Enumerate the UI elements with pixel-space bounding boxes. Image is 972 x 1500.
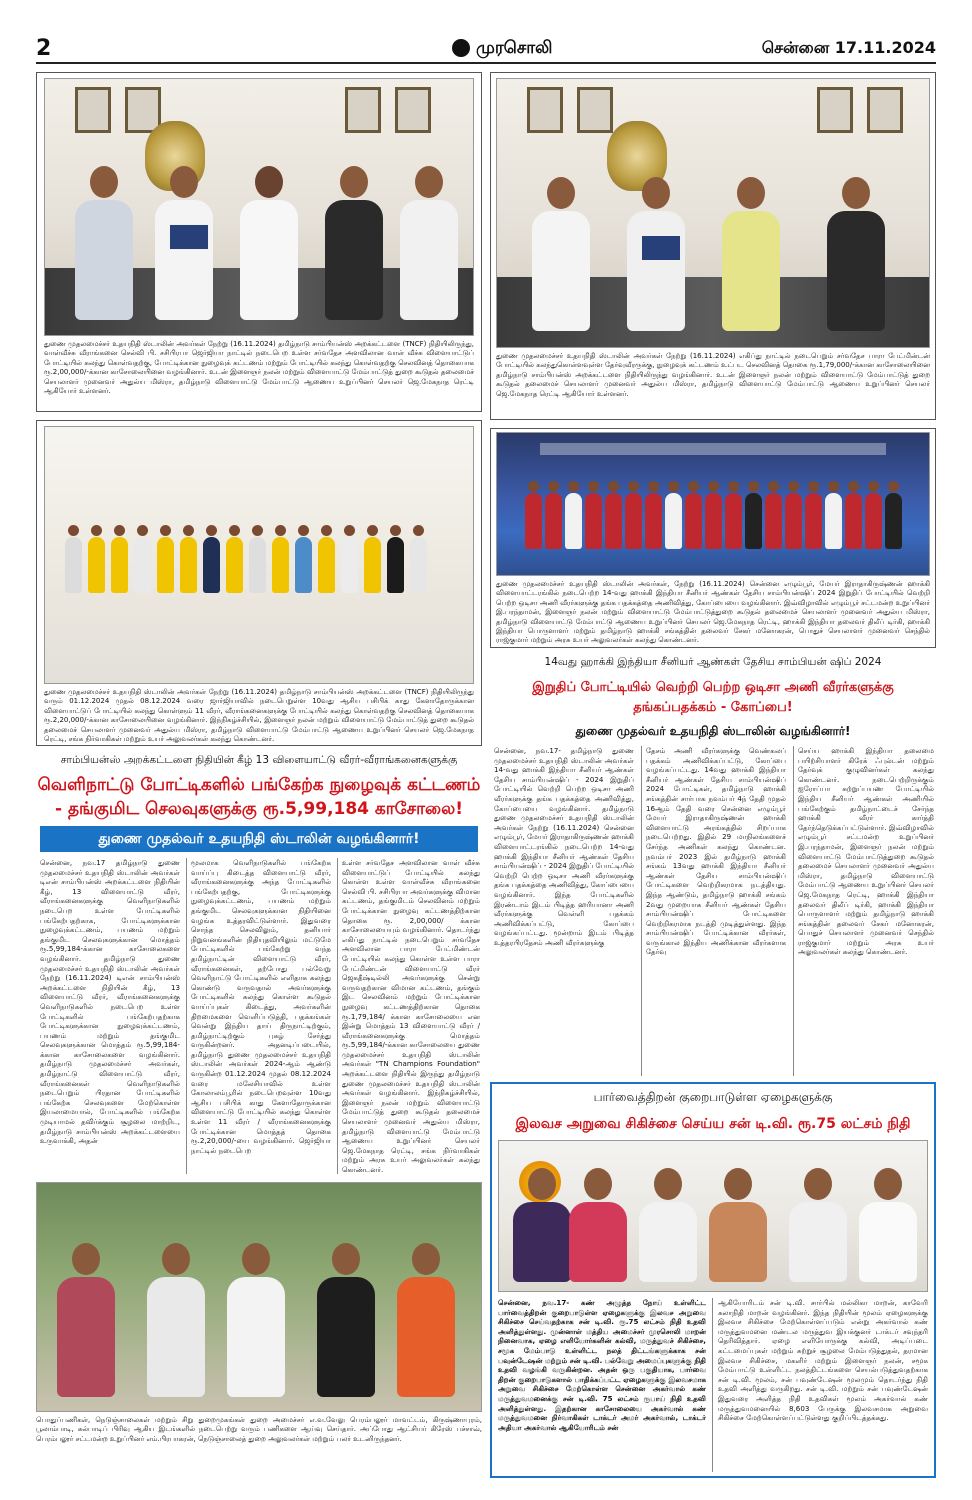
- champions-headline-2: - தங்குமிட செலவுகளுக்கு ரூ.5,99,184 காசோலை!: [54, 799, 464, 819]
- hockey-headline: இறுதிப் போட்டியில் வெற்றி பெற்ற ஒடிசா அணி வீரர்களுக்கு தங்கப்பதக்கம் - கோப்பை!: [532, 680, 894, 715]
- hockey-column-1: சென்னை, நவ.17- தமிழ்நாடு துணை முதலமைச்சர் உதயநிதி ஸ்டாலின் அவர்கள் 14-வது ஹாக்கி இந்தியா சீனியர் ஆண்கள் தேசிய சாம்பியன்ஷிப் - 2024 இறுதிப் போட்டியில் வெற்றி பெற்ற ஒடிசா அணி வீரர்களுக்கு தங்க பதக்கத்தை அணிவித்து, கோப்பையை வழங்கினார். தமிழ்நாடு துணை முதலமைச்சர் உதயநிதி ஸ்டாலின் அவர்கள் நேற்று (16.11.2024) சென்னை எழும்பூர், மேயர் இராதாகிருஷ்ணன் ஹாக்கி விளையாட்டரங்கில் நடைபெற்ற 14-வது ஹாக்கி இந்தியா சீனியர் ஆண்கள் தேசிய சாம்பியன்ஷிப் - 2024 இறுதிப் போட்டியில் வெற்றி பெற்ற ஒடிசா அணி வீரர்களுக்கு தங்க பதக்கத்தை அணிவித்து, கோப்பையை வழங்கினார். இந்த போட்டிகளில் இரண்டாம் இடம் பிடித்த ஹரியானா அணி வீரர்களுக்கு வெள்ளி பதக்கம் அணிவிக்கப்பட்டு, கோப்பை வழங்கப்பட்டது. மூன்றாம் இடம் பிடித்த உத்தரபிரதேசம் அணி வீரர்களுக்கு: [494, 746, 634, 947]
- photo-1: [44, 78, 474, 336]
- sun-kicker: பார்வைத்திறன் குறைபாடுள்ள ஏழைகளுக்கு: [593, 1090, 833, 1104]
- photo-5: [36, 1182, 482, 1412]
- sun-column-1: சென்னை, நவ.17- கண் அழுத்த நோய் உள்ளிட்ட பார்வைத்திறன் குறைபாடுள்ள ஏழைகளுக்கு இலவச அறுவை சிகிச்சை செய்வதற்காக சன் டி.வி. ரூ.75 லட்சம் நிதி உதவி அளித்துள்ளது. முன்னாள் மத்திய அமைச்சர் முரசொலி மாறன் நினைவாக, ஏழை எளியோர்களின் கல்வி, மருத்துவச் சிகிச்சை, சமூக மேம்பாடு உள்ளிட்ட நலத் திட்டங்களுக்காக சன் பவுன்டேஷன் மற்றும் சன் டி.வி. பல்வேறு அமைப்புகளுக்கு நிதி உதவி வழங்கி வருகின்றன. அதன் ஒரு பகுதியாக, பார்வை திறன் குறைபாடுகளால் பாதிக்கப்பட்ட ஏழைகளுக்கு இலவசமாக அறுவை சிகிச்சை மேற்கொள்ள சென்னை அகர்வால் கண் மருத்துவமனைக்கு சன் டி.வி. 75 லட்சம் ரூபாய் நிதி உதவி அளித்துள்ளது. இதற்கான காசோலையை அகர்வால் கண் மருத்துவமனை நிர்வாகிகள் டாக்டர் அமர் அகர்வால், டாக்டர் அதியா அகர்வால் ஆகியோரிடம் சன்: [498, 1298, 706, 1432]
- hockey-subhead: துணை முதல்வர் உதயநிதி ஸ்டாலின் வழங்கினார்!: [575, 724, 851, 738]
- page-number: 2: [36, 36, 52, 61]
- champions-column-1: சென்னை, நவ.17 தமிழ்நாடு துணை முதலமைச்சர் உதயநிதி ஸ்டாலின் அவர்கள் டிஎன் சாம்பியன்ஸ் அறக்கட்டளை நிதியின் கீழ், 13 விளையாட்டு வீரர், வீராங்கனைகளுக்கு வெளிநாடுகளில் நடைபெற உள்ள போட்டிகளில் பங்கேற்பதற்காக, போட்டிகளுக்கான நுழைவுக்கட்டணம், பயணம் மற்றும் தங்குமிட செலவுகளுக்கான மொத்தம் ரூ.5,99,184-க்கான காசோலைகளை வழங்கினார். தமிழ்நாடு துணை முதலமைச்சர் உதயநிதி ஸ்டாலின் அவர்கள் நேற்று (16.11.2024) டிஎன் சாம்பியன்ஸ் அறக்கட்டளை நிதியின் கீழ், 13 விளையாட்டு வீரர், வீராங்கனைகளுக்கு வெளிநாடுகளில் நடைபெற உள்ள போட்டிகளில் பங்கேற்பதற்காக போட்டிகளுக்கான நுழைவுக்கட்டணம், பயணம் மற்றும் தங்குமிட செலவுகளுக்கான மொத்தம் ரூ.5,99,184-க்கான காசோலைகளை வழங்கினார். தமிழ்நாடு முதலமைச்சர் அவர்கள், தமிழ்நாட்டு விளையாட்டு வீரர், வீராங்கனைகள் வெளிநாடுகளில் நடைபெறும் பிரதான போட்டிகளில் பங்கேற்க செலவுகளை மேற்கொள்ள இயலாமையால், போட்டிகளில் பங்கேற்க முடியாமல் தவிர்க்கும் சூழலை மாற்றிட, தமிழ்நாடு சாம்பியன்ஸ் அறக்கட்டளையை உருவாக்கி, அதன்: [40, 858, 180, 1146]
- photo-2-caption: துணை முதலமைச்சர் உதயநிதி ஸ்டாலின் அவர்கள் நேற்று (16.11.2024) எகிப்து நாட்டில் நடைபெறும் சர்வதேச பாரா பேட்மின்டன் போட்டியில் கலந்துகொள்ளவுள்ள தேர்வுவீரருக்கு, நுழைவுக் கட்டணம் உட்பட செலவினத் தொகை ரூ.1,79,000/-க்கான காசோலையினை தமிழ்நாடு சாம்பியன்ஸ் அறக்கட்டளை நிதியிலிருந்து வழங்கினார். உடன் இளைஞர் நலன் மற்றும் விளையாட்டு மேம்பாட்டுத் துறை கூடுதல் தலைமைச் செயலாளர் முனைவர் அதுல்ய மிஸ்ரா, தமிழ்நாடு விளையாட்டு மேம்பாட்டு ஆணைய உறுப்பினர் செயலர் ஜெ.மேகநாத ரெட்டி ஆகியோர் உள்ளனர்.: [496, 352, 930, 398]
- photo-4-caption: துணை முதலமைச்சர் உதயநிதி ஸ்டாலின் அவர்கள், நேற்று (16.11.2024) சென்னை எழும்பூர், மேயர் இராதாகிருஷ்ணன் ஹாக்கி விளையாட்டரங்கில் நடைபெற்ற 14-வது ஹாக்கி இந்தியா சீனியர் ஆண்கள் தேசிய சாம்பியன்ஷிப் 2024 இறுதிப் போட்டியில் வெற்றி பெற்ற ஒடிசா அணி வீரர்களுக்கு தங்க பதக்கத்தை அணிவித்து, கோப்பையை வழங்கினார். இவ்விழாவில் எழும்பூர் சட்டமன்ற உறுப்பினர் இ.பரந்தாமன், இளைஞர் நலன் மற்றும் விளையாட்டு மேம்பாட்டுத்துறை கூடுதல் தலைமைச் செயலாளர் முனைவர் அதுல்ய மிஸ்ரா, தமிழ்நாடு விளையாட்டு மேம்பாட்டு ஆணைய உறுப்பினர் செயலர் ஜெ.மேகநாத ரெட்டி, ஹாக்கி இந்தியா தலைவர் திலீப் டிர்கி, ஹாக்கி இந்தியா பொருளாளர் மற்றும் தமிழ்நாடு ஹாக்கி சங்கத்தின் தலைவர் சேகர் மனோகரன், பொதுச் செயலாளர் முனைவர் செந்தில் ராஜ்குமார் மற்றும் அரசு உயர் அலுவலர்கள் கலந்து கொண்டனர்.: [496, 580, 930, 645]
- masthead: [36, 36, 936, 64]
- photo-6: [498, 1140, 928, 1292]
- column-divider: [712, 1298, 713, 1472]
- champions-column-3: உள்ள சர்வதேச அளவிலான வாள் வீச்சு விளையாட்டுப் போட்டியில் கலந்து கொள்ள உள்ள வாள்வீச்சு வீராங்கனை செல்வி பி. சசிபிரபா அவர்களுக்கு விமான கட்டணம், தங்குமிடம் செலவினம் மற்றும் போட்டிக்கான நுழைவு கட்டணத்திற்கான தொகை ரூ. 2,00,000/ க்கான காசோலையையும் வழங்கினார். தொடர்ந்து எகிப்து நாட்டில் நடைபெறும் சர்வதேச அளவிலான பாரா பேட்மிண்டன் போட்டியில் கலந்து கொள்ள உள்ள பாரா பேட்மிண்டன் விளையாட்டு வீரர் ஜெகதீஷ்டில்லி அவர்களுக்கு சென்று வருவதற்கான விமான கட்டணம், தங்கும் இட செலவினம் மற்றும் போட்டிக்கான நுழைவு கட்டணத்திற்கான தொகை ரூ.1,79,184/ க்கான காசோலையை என இன்று மொத்தம் 13 விளையாட்டு வீரர் / வீராங்கனைகளுக்கு மொத்தம் ரூ.5,99,184/-க்கான காசோலையை துணை முதலமைச்சர் உதயநிதி ஸ்டாலின் அவர்கள் "TN Champions Foundation" அறக்கட்டளை நிதியில் இருந்து தமிழ்நாடு துணை முதலமைச்சர் உதயநிதி ஸ்டாலின் அவர்கள் வழங்கினார். இந்நிகழ்ச்சியில், இளைஞர் நலன் மற்றும் விளையாட்டு மேம்பாட்டுத் துறை கூடுதல் தலைமைச் செயலாளர் முனைவர் அதுல்ய மிஸ்ரா, தமிழ்நாடு விளையாட்டு மேம்பாட்டு ஆணைய உறுப்பினர் செயலர் ஜெ.மேகநாத ரெட்டி, சங்க நிர்வாகிகள் மற்றும் அரசு உயர் அலுவலர்கள் கலந்து கொண்டனர்.: [342, 858, 480, 1174]
- photo-4: [496, 432, 930, 576]
- photo-3-caption: துணை முதலமைச்சர் உதயநிதி ஸ்டாலின் அவர்கள் நேற்று (16.11.2024) தமிழ்நாடு சாம்பியன்ஸ் அறக்கட்டளை (TNCF) நிதியிலிருந்து வரும் 01.12.2024 முதல் 08.12.2024 வரை ஜார்ஜியாவில் நடைபெறுள்ள 10வது ஆசிய பசிபிக் காது கேளாதோருக்கான விளையாட்டுப் போட்டியில் கலந்து கொள்ளும் 11 வீரர், வீராங்கனைகளுக்கு போட்டியில் கலந்து கொள்வதற்கு செலவினத் தொகையாக ரூ.2,20,000/-க்கான காசோலையினை வழங்கினார். இந்நிகழ்ச்சியில், இளைஞர் நலன் மற்றும் விளையாட்டு மேம்பாட்டுத் துறை கூடுதல் தலைமைச் செயலாளர் முனைவர் அதுல்ய மிஸ்ரா, தமிழ்நாடு விளையாட்டு மேம்பாட்டு ஆணைய உறுப்பினர் செயலர் ஜெ.மேகநாத ரெட்டி, சங்க நிர்வாகிகள் மற்றும் உயர் அலுவலர்கள் கலந்து கொண்டனர்.: [44, 688, 474, 744]
- hockey-column-2: தேசம் அணி வீரர்களுக்கு வெண்கலப் பதக்கம் அணிவிக்கப்பட்டு, கோப்பை வழங்கப்பட்டது. 14வது ஹாக்கி இந்தியா சீனியர் ஆண்கள் தேசிய சாம்பியன்ஷிப் 2024 போட்டிகள், தமிழ்நாடு ஹாக்கி சங்கத்தின் சார்பாக நவம்பர் 4ந் தேதி முதல் 16ஆம் தேதி வரை சென்னை எழும்பூர் மேயர் இராதாகிருஷ்ணன் ஹாக்கி விளையாட்டு அரங்கத்தில் சிறப்பாக நடைபெற்றது. இதில் 29 மாநிலங்களைச் சேர்ந்த அணிகள் கலந்து கொண்டன. நவம்பர் 2023 இல் தமிழ்நாடு ஹாக்கி சங்கம் 13வது ஹாக்கி இந்தியா சீனியர் ஆண்கள் தேசிய சாம்பியன்ஷிப் போட்டிகளை வெற்றிகரமாக நடத்தியது. இந்த ஆண்டும், தமிழ்நாடு ஹாக்கி சங்கம் 2வது முறையாக சீனியர் ஆண்கள் தேசிய சாம்பியன்ஷிப் போட்டிகளை வெற்றிகரமாக நடத்தி முடித்துள்ளது. இந்த சாம்பியன்ஷிப் போட்டிக்கான வீரர்கள், வருங்கால இந்திய அணிக்கான வீரர்களாக தேர்வு: [646, 746, 786, 957]
- sun-headline: இலவச அறுவை சிகிச்சை செய்ய சன் டி.வி. ரூ.75 லட்சம் நிதி: [515, 1116, 911, 1132]
- champions-headline-1: வெளிநாட்டு போட்டிகளில் பங்கேற்க நுழைவுக் கட்டணம்: [37, 775, 481, 795]
- column-divider: [641, 746, 642, 1076]
- photo-1-caption: துணை முதலமைச்சர் உதயநிதி ஸ்டாலின் அவர்கள் நேற்று (16.11.2024) தமிழ்நாடு சாம்பியன்ஸ் அறக்கட்டளை (TNCF) நிதியிலிருந்து, வாள்வீச்சு வீராங்கனை செல்வி பி. சசிபிரபா ஜெர்ஜியா நாட்டில் நடைபெற உள்ள சர்வதேச அளவிலான வாள் வீச்சு விளையாட்டுப் போட்டியில் கலந்து கொள்வதற்கு, போட்டிக்கான நுழைவுக் கட்டணம் மற்றும் போட்டியில் கலந்து கொள்வதற்கு செலவினத் தொகையாக ரூ.2,00,000/-க்கான காசோலையினை வழங்கினார். உடன் இளைஞர் நலன் மற்றும் விளையாட்டு மேம்பாட்டுத் துறை கூடுதல் தலைமைச் செயலாளர் முனைவர் அதுல்ய மிஸ்ரா, தமிழ்நாடு விளையாட்டு மேம்பாட்டு ஆணைய உறுப்பினர் செயலர் ஜெ.மேகநாத ரெட்டி ஆகியோர் உள்ளனர்.: [44, 340, 474, 396]
- champions-band: துணை முதல்வர் உதயநிதி ஸ்டாலின் வழங்கினார்!: [40, 826, 478, 852]
- edition-dateline: சென்னை 17.11.2024: [761, 38, 936, 57]
- hockey-column-3: செய்ய ஹாக்கி இந்தியா தலைமை பயிற்சியாளர் கிரேக் ஃபுல்டன் மற்றும் தேர்வுக் குழுவினர்கள் கலந்து கொண்டனர். நடைபெற்றிருக்கும் ஐரோப்பா சுற்றுப்பயண போட்டியில் இந்திய சீனியர் ஆண்கள் அணியில் பங்கேற்கும் தமிழ்நாட்டைச் சேர்ந்த ஹாக்கி வீரர் கார்த்தி தேர்ந்தெடுக்கப்பட்டுள்ளார். இவ்விழாவில் எழும்பூர் சட்டமன்ற உறுப்பினர் இ.பரந்தாமன், இளைஞர் நலன் மற்றும் விளையாட்டு மேம்பாட்டுத்துறை கூடுதல் தலைமைச் செயலாளர் முனைவர் அதுல்ய மிஸ்ரா, தமிழ்நாடு விளையாட்டு மேம்பாட்டு ஆணைய உறுப்பினர் செயலர் ஜெ.மேகநாத ரெட்டி, ஹாக்கி இந்தியா தலைவர் திலீப் டிர்கி, ஹாக்கி இந்தியா பொருளாளர் மற்றும் தமிழ்நாடு ஹாக்கி சங்கத்தின் தலைவர் சேகர் மனோகரன், பொதுச் செயலாளர் முனைவர் செந்தில் ராஜ்குமார் மற்றும் அரசு உயர் அலுவலர்கள் கலந்து கொண்டனர்.: [798, 746, 934, 957]
- column-divider: [186, 858, 187, 1174]
- hockey-kicker: 14வது ஹாக்கி இந்தியா சீனியர் ஆண்கள் தேசிய சாம்பியன் ஷிப் 2024: [544, 656, 882, 668]
- newspaper-logo-icon: [452, 39, 470, 57]
- sun-column-2: ஆகியோரிடம் சன் டி.வி. சார்பில் மல்லிகா மாறன், காவேரி கலாநிதி மாறன் வழங்கினர். இந்த நிதியின் மூலம் ஏழைகளுக்கு இலவச சிகிச்சை மேற்கொள்ளப்படும் என்று அகர்வால் கண் மருத்துவமனை மண்டல மருத்துவ இயக்குனர் டாக்டர் சவுந்தரி தெரிவித்தார். ஏழை எளியோருக்கு கல்வி, அடிப்படை கட்டமைப்புகள் மற்றும் சுற்றுச் சூழலை மேம்படுத்துதல், தரமான இலவச சிகிச்சை, மகளிர் மற்றும் இளைஞர் நலன், சமூக மேம்பாட்டு உள்ளிட்ட நலத்திட்டங்களை செயல்படுத்துவதற்காக சன் டி.வி. மூலம், சன் பவுண்டேஷன் மூலமும் தொடர்ந்து நிதி உதவி அளித்து வருகிறது. சன் டி.வி. மற்றும் சன் பவுண்டேஷன் இதுவரை அளித்த நிதி உதவிகள் மூலம் அகர்வால் கண் மருத்துவமனையில் 8,603 பேருக்கு இலவசமாக அறுவை சிகிச்சை மேற்கொள்ளப்பட்டுள்ளது குறிப்பிடத்தக்கது.: [718, 1298, 928, 1423]
- photo-3: [44, 426, 474, 684]
- newspaper-name: முரசொலி: [476, 38, 553, 58]
- column-divider: [337, 858, 338, 1174]
- column-divider: [793, 746, 794, 1076]
- photo-2: [496, 78, 930, 348]
- photo-5-caption: பொதுப்பணிகள், நெடுஞ்சாலைகள் மற்றும் சிறு துறைமுகங்கள் துறை அமைச்சர் எ.வ.வேலு பெரம்பலூர் மாவட்டம், கிருஷ்ணாபுரம், பூலாம்பாடி, கல்பாடிப் பிரிவு ஆகிய இடங்களில் நடைபெற்று வரும் பணிகளை ஆய்வு செய்தார். அப்போது ஆட்சியர் கிரேஸ் பச்சாவ், பெரம்பலூர் சட்டமன்ற உறுப்பினர் எம்.பிரபாகரன், நெடுஞ்சாலைத் துறை அலுவலர்கள் மற்றும் பலர் உடனிருந்தனர்.: [36, 1416, 482, 1443]
- champions-kicker: சாம்பியன்ஸ் அறக்கட்டளை நிதியின் கீழ் 13 விளையாட்டு வீரர்-வீராங்கனைகளுக்கு: [60, 754, 458, 766]
- champions-column-2: மூலமாக வெளிநாடுகளில் பங்கேற்க வாய்ப்பு கிடைத்த விளையாட்டு வீரர், வீராங்கனைகளுக்கு அந்த போட்டிகளில் பங்கேற்பதற்கு, போட்டிகளுக்கு நுழைவுக்கட்டணம், பயணம் மற்றும் தங்குமிட செலவுகளுக்கான நிதியினை வழங்க உத்தரவிட்டுள்ளார். இதுவரை சொந்த செலவிலும், தனியார் நிறுவனங்களின் நிதியுதவியிலும் மட்டுமே போட்டிகளில் பங்கேற்று வந்த தமிழ்நாட்டின் விளையாட்டு வீரர், வீராங்கனைகள், தற்போது பல்வேறு வெளிநாட்டு போட்டிகளில் எளிதாக கலந்து கொண்டு வருவதால் அவர்களுக்கு போட்டிகளில் கலந்து கொள்ள கூடுதல் வாய்ப்புகள் கிடைத்து, அவர்களின் திறமைகளை வெளிப்படுத்தி, பதக்கங்கள் வென்று இந்திய தாய் திருநாட்டிற்கும், தமிழ்நாட்டிற்கும் புகழ் சேர்த்து வருகின்றனர். அதனடிப்படையில், தமிழ்நாடு துணை முதலமைச்சர் உதயநிதி ஸ்டாலின் அவர்கள் 2024-ஆம் ஆண்டு வருகின்ற 01.12.2024 முதல் 08.12.2024 வரை மலேசியாவில் உள்ள கோலாலம்பூரில் நடைபெறவுள்ள 10வது ஆசிய பசிபிக் காது கேளாதோருக்கான விளையாட்டு போட்டியில் கலந்து கொள்ள உள்ள 11 வீரர் / வீராங்கனைகளுக்கு போட்டிக்கான மொத்தத் தொகை ரூ.2,20,000/-யை வழங்கினார். ஜெர்ஜியா நாட்டில் நடைபெற: [191, 858, 331, 1155]
